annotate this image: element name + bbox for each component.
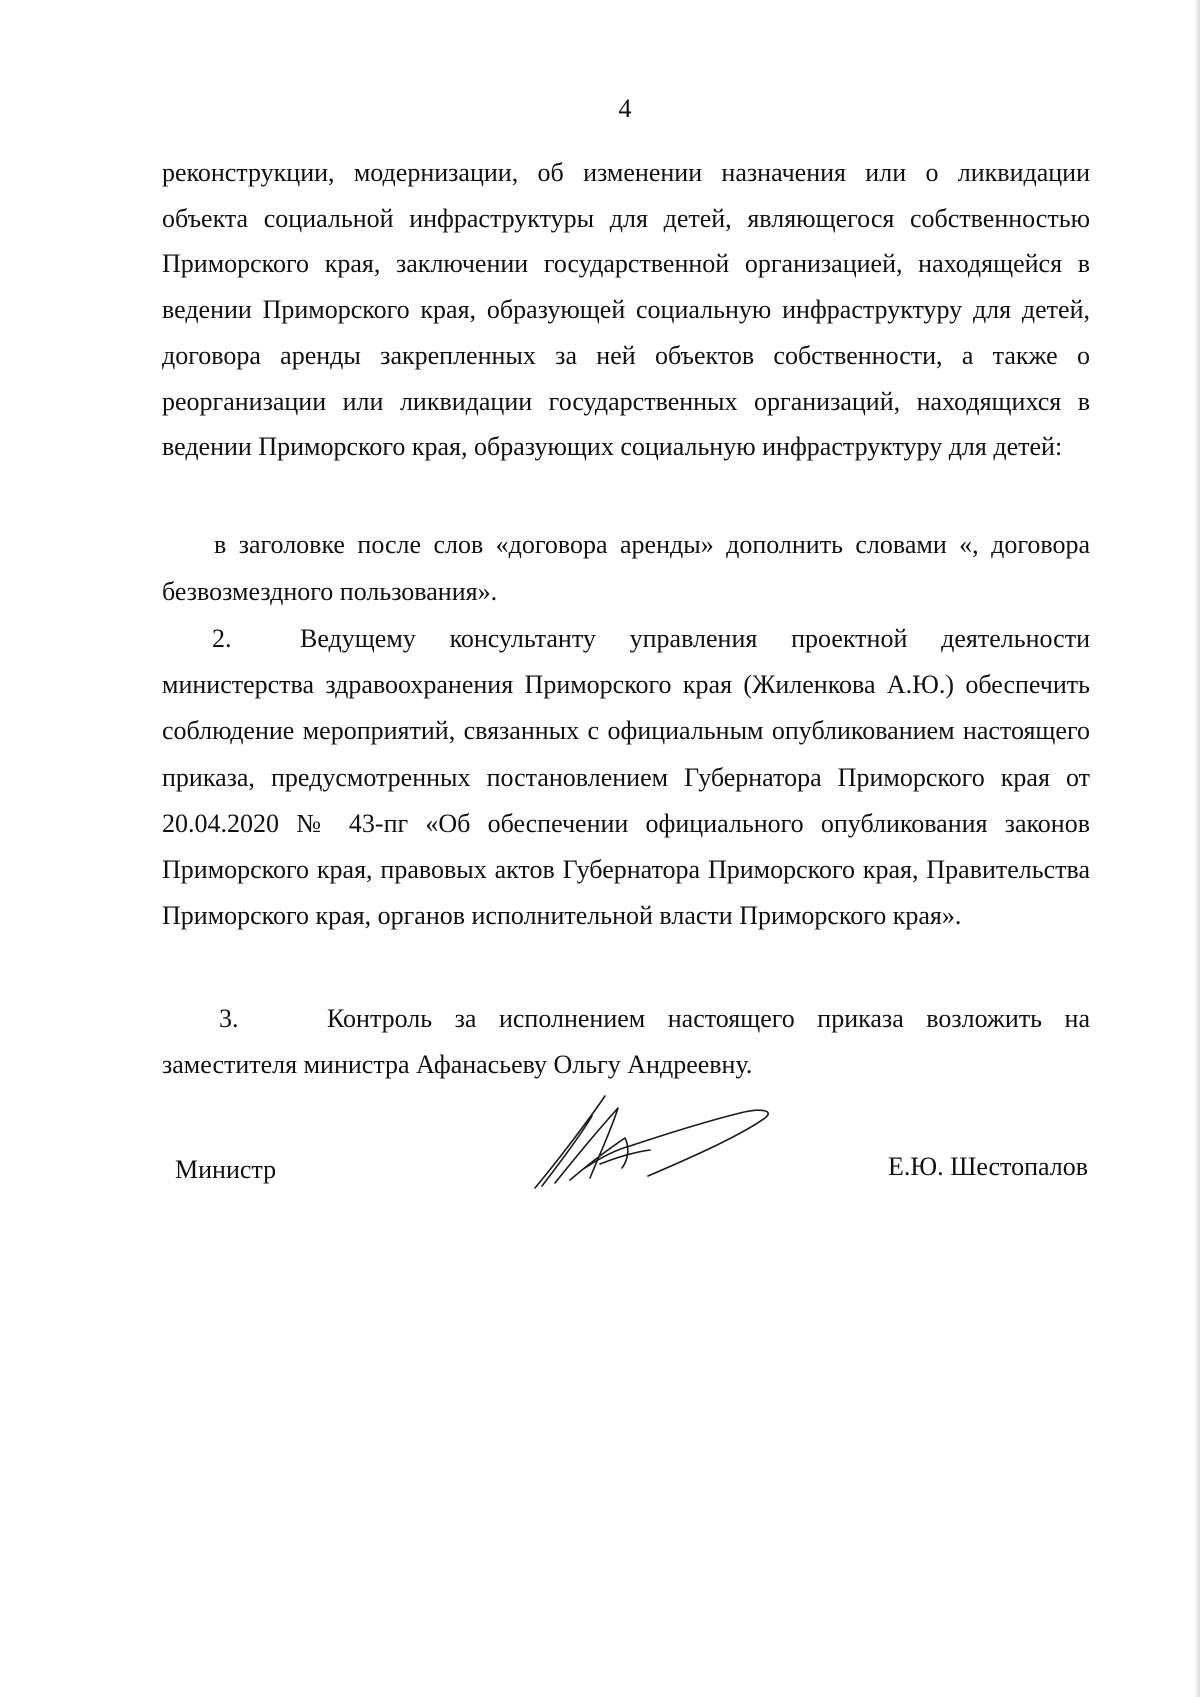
signatory-title: Министр xyxy=(175,1155,277,1184)
paragraph-title-amendment: в заголовке после слов «договора аренды» дополнить словами «, договора безвозмездного пользования». xyxy=(162,530,1090,606)
paragraph-continuation: реконструкции, модернизации, об изменении назначения или о ликвидации объекта социальной инфраструктуры для детей, являющегося собственностью Приморского края, заключении государственной организацией, находящейся в ведении Приморского края, образующей социальную инфраструктуру для детей, договора аренды закрепленных за ней объектов собственности, а также о реорганизации или ликвидации государственных организаций, находящихся в ведении Приморского края, образующих социальную инфраструктуру для детей: xyxy=(162,158,1090,462)
scan-edge-shadow xyxy=(1194,0,1200,1697)
item-text: Ведущему консультанту управления проектной деятельности министерства здравоохранения Приморского края (Жиленкова А.Ю.) обеспечить соблюдение мероприятий, связанных с официальным опубликованием настоящего приказа, предусмотренных постановлением Губернатора Приморского края от 20.04.2020 № 43-пг «Об обеспечении официального опубликования законов Приморского края, правовых актов Губернатора Приморского края, Правительства Приморского края, органов исполнительной власти Приморского края». xyxy=(162,624,1090,931)
page-number: 4 xyxy=(618,94,632,123)
item-number: 3. xyxy=(219,1004,239,1033)
signatory-name: Е.Ю. Шестопалов xyxy=(888,1152,1089,1181)
item-number: 2. xyxy=(212,624,232,653)
paragraph-item-2 xyxy=(162,616,1090,939)
paragraph-item-3 xyxy=(162,996,1090,1088)
handwritten-signature xyxy=(530,1088,780,1198)
item-text: Контроль за исполнением настоящего приказа возложить на заместителя министра Афанасьеву Ольгу Андреевну. xyxy=(162,1004,1090,1079)
